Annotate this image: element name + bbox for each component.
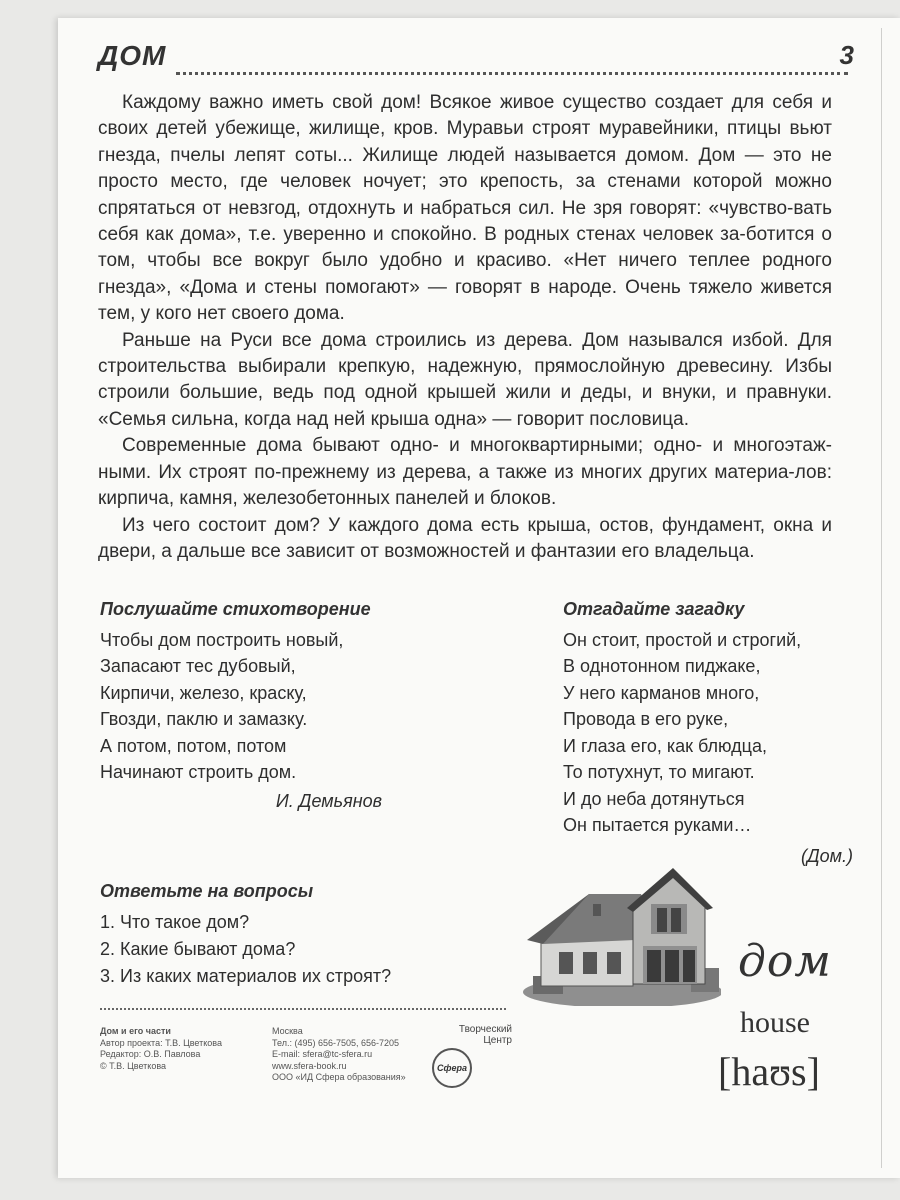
publisher-name bbox=[459, 1024, 512, 1046]
poem-line: Чтобы дом построить новый, bbox=[100, 629, 344, 650]
page-number: 3 bbox=[839, 40, 854, 70]
vocabulary-russian-word: дом bbox=[738, 936, 832, 987]
paragraph-3: Современные дома бывают одно- и многоквартирными; одно- и многоэтаж-ными. Их строят по-прежнему из дерева, а также из многих других материа-лов: кирпича, камня, железобетонных панелей и блоков. bbox=[98, 435, 832, 510]
footer-line: Тел.: (495) 656-7505, 656-7205 bbox=[272, 1037, 400, 1048]
riddle-line: Провода в его руке, bbox=[563, 709, 729, 729]
footer-line: Москва bbox=[272, 1026, 303, 1036]
paragraph-1: Каждому важно иметь свой дом! Всякое живое существо создает для себя и своих детей убежище, жилище, кров. Муравьи строят муравейники, птицы вьют гнезда, пчелы лепят соты... Жилище людей называется домом. Дом — это не просто место, где человек ночует; это крепость, за стенами которой можно спрятаться от невзгод, отдохнуть и набраться сил. Не зря говорят: «чувство-вать себя как дома», т.е. уверенно и спокойно. В родных стенах человек за-ботится о том, чтобы все вокруг было удобно и красиво. «Нет ничего теплее родного гнезда», «Дома и стены помогают» — говорят в народе. Очень тяжело живется тем, у кого нет своего дома. bbox=[98, 92, 832, 325]
main-text bbox=[98, 90, 832, 565]
riddle-section bbox=[563, 596, 853, 869]
page-title: ДОМ bbox=[98, 40, 167, 71]
riddle-line: Он стоит, простой и строгий, bbox=[563, 629, 802, 650]
footer-series-title: Дом и его части bbox=[100, 1026, 171, 1036]
poem-line: Гвозди, паклю и замазку. bbox=[100, 709, 308, 729]
riddle-answer: (Дом.) bbox=[800, 845, 853, 866]
riddle-line: В однотонном пиджаке, bbox=[563, 656, 761, 676]
riddle-line: То потухнут, то мигают. bbox=[563, 762, 755, 782]
question-item: 3. Из каких материалов их строят? bbox=[100, 966, 392, 986]
paragraph-2: Раньше на Руси все дома строились из дерева. Дом назывался избой. Для строительства выбирали крепкую, надежную, прямослойную древесину. Избы строили большие, ведь под одной крышей жили и деды, и внуки, и правнуки. «Семья сильна, когда над ней крыша одна» — говорит пословица. bbox=[98, 329, 832, 430]
footer-divider bbox=[100, 1008, 506, 1010]
header-dotted-leader bbox=[176, 72, 848, 75]
footer-line: ООО «ИД Сфера образования» bbox=[272, 1072, 406, 1082]
riddle-line: И глаза его, как блюдца, bbox=[563, 735, 767, 756]
footer-line: Автор проекта: Т.В. Цветкова bbox=[100, 1037, 222, 1048]
footer-credits bbox=[100, 1026, 222, 1072]
publisher-name-line: Творческий bbox=[458, 1024, 512, 1035]
poem-section bbox=[100, 596, 420, 814]
poem-line: Начинают строить дом. bbox=[100, 762, 297, 782]
poem-line: Запасают тес дубовый, bbox=[100, 656, 296, 676]
riddle-line: У него карманов много, bbox=[563, 682, 760, 703]
vocabulary-english-word: house bbox=[740, 1006, 810, 1039]
riddle-title: Отгадайте загадку bbox=[563, 599, 745, 619]
footer-line: www.sfera-book.ru bbox=[272, 1060, 347, 1071]
poem-title: Послушайте стихотворение bbox=[100, 599, 371, 619]
vocabulary-transcription: [haʊs] bbox=[718, 1049, 820, 1094]
poem-line: А потом, потом, потом bbox=[100, 735, 287, 756]
questions-section bbox=[100, 878, 500, 990]
riddle-line: Он пытается руками… bbox=[563, 815, 752, 835]
footer-line: © Т.В. Цветкова bbox=[100, 1060, 167, 1071]
question-item: 1. Что такое дом? bbox=[100, 912, 250, 932]
paragraph-4: Из чего состоит дом? У каждого дома есть крыша, остов, фундамент, окна и двери, а дальше все зависит от возможностей и фантазии его владельца. bbox=[98, 514, 832, 562]
footer-contacts bbox=[272, 1026, 406, 1084]
footer-line: E-mail: sfera@tc-sfera.ru bbox=[272, 1049, 373, 1059]
worksheet-page bbox=[58, 18, 900, 1178]
publisher-name-line: Центр bbox=[483, 1035, 512, 1046]
poem-author: И. Демьянов bbox=[275, 790, 382, 811]
page-edge-line bbox=[881, 28, 882, 1168]
publisher-logo bbox=[426, 1024, 512, 1090]
page-header bbox=[98, 40, 878, 80]
house-illustration bbox=[523, 864, 721, 1006]
footer-line: Редактор: О.В. Павлова bbox=[100, 1049, 201, 1059]
riddle-line: И до неба дотянуться bbox=[563, 788, 745, 809]
question-item: 2. Какие бывают дома? bbox=[100, 939, 296, 959]
questions-title: Ответьте на вопросы bbox=[100, 881, 314, 901]
poem-line: Кирпичи, железо, краску, bbox=[100, 682, 307, 703]
sfera-logo-icon: Сфера bbox=[432, 1048, 472, 1088]
